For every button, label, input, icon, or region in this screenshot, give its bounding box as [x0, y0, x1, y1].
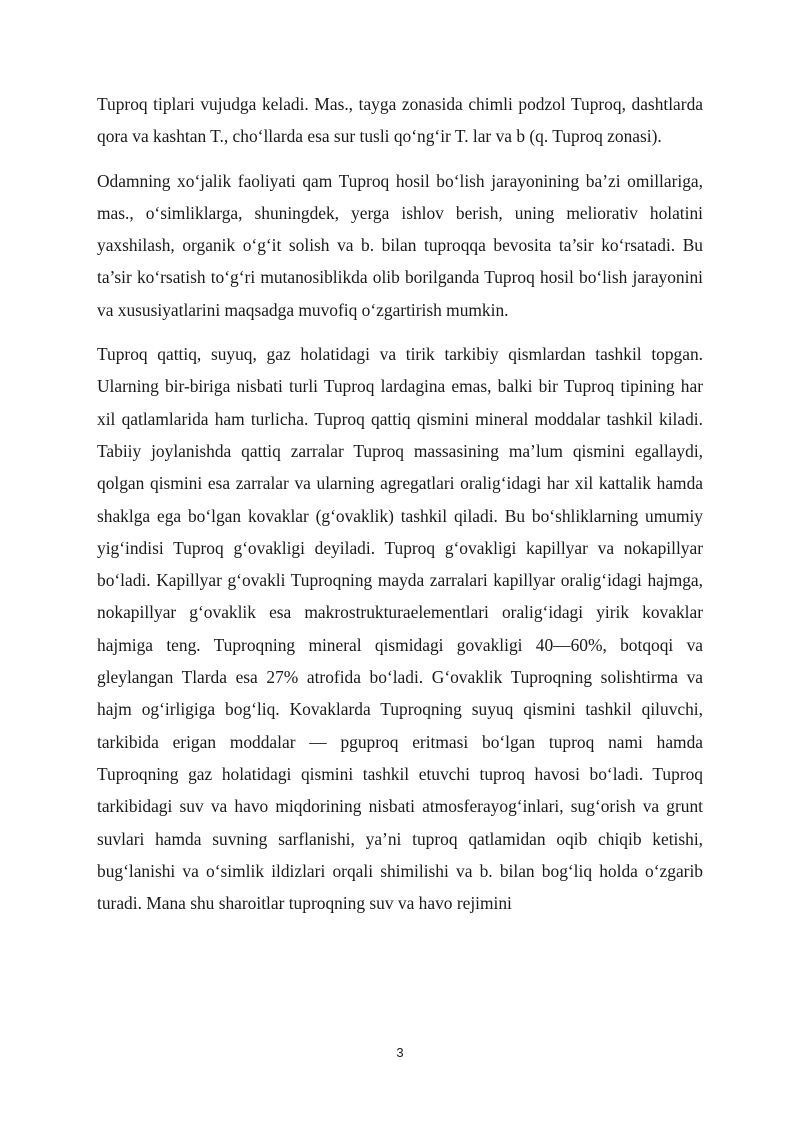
paragraph-human-activity: Odamning xo‘jalik faoliyati qam Tuproq hosil bo‘lish jarayonining ba’zi omillariga, mas., o‘simliklarga, shuningdek, yerga ishlov berish, uning meliorativ holatini yaxshilash, organik o‘g‘it solish va b. bilan tuproqqa bevosita ta’sir ko‘rsatadi. Bu ta’sir ko‘rsatish to‘g‘ri mutanosiblikda olib borilganda Tuproq hosil bo‘lish jarayonini va xususiyatlarini maqsadga muvofiq o‘zgartirish mumkin. — [97, 170, 703, 320]
page-number: 3 — [396, 1045, 404, 1060]
paragraph-soil-composition: Tuproq qattiq, suyuq, gaz holatidagi va tirik tarkibiy qismlardan tashkil topgan. Ularning bir-biriga nisbati turli Tuproq lardagina emas, balki bir Tuproq tipining har xil qatlamlarida ham turlicha. Tuproq qattiq qismini mineral moddalar tashkil kiladi. Tabiiy joylanishda qattiq zarralar Tuproq massasining ma’lum qismini egallaydi, qolgan qismini esa zarralar va ularning agregatlari oralig‘idagi har xil kattalik hamda shaklga ega bo‘lgan kovaklar (g‘ovaklik) tashkil qiladi. Bu bo‘shliklarning umumiy yig‘indisi Tuproq g‘ovakligi deyiladi. Tuproq g‘ovakligi kapillyar va nokapillyar bo‘ladi. Kapillyar g‘ovakli Tuproqning mayda zarralari kapillyar oralig‘idagi hajmga, nokapillyar g‘ovaklik esa makrostrukturaelementlari oralig‘idagi yirik kovaklar hajmiga teng. Tuproqning mineral qismidagi govakligi 40—60%, botqoqi va gleylangan Tlarda esa 27% atrofida bo‘ladi. G‘ovaklik Tuproqning solishtirma va hajm og‘irligiga bog‘liq. Kovaklarda Tuproqning suyuq qismini tashkil qiluvchi, tarkibida erigan moddalar — pguproq eritmasi bo‘lgan tuproq nami hamda Tuproqning gaz holatidagi qismini tashkil etuvchi tuproq havosi bo‘ladi. Tuproq tarkibidagi suv va havo miqdorining nisbati atmosferayog‘inlari, sug‘orish va grunt suvlari hamda suvning sarflanishi, ya’ni tuproq qatlamidan oqib chiqib ketishi, bug‘lanishi va o‘simlik ildizlari orqali shimilishi va b. bilan bog‘liq holda o‘zgarib turadi. Mana shu sharoitlar tuproqning suv va havo rejimini — [97, 344, 703, 914]
document-body — [97, 88, 703, 931]
paragraph-soil-types: Tuproq tiplari vujudga keladi. Mas., tayga zonasida chimli podzol Tuproq, dashtlarda qora va kashtan T., cho‘llarda esa sur tusli qo‘ng‘ir T. lar va b (q. Tuproq zonasi). — [97, 94, 703, 147]
